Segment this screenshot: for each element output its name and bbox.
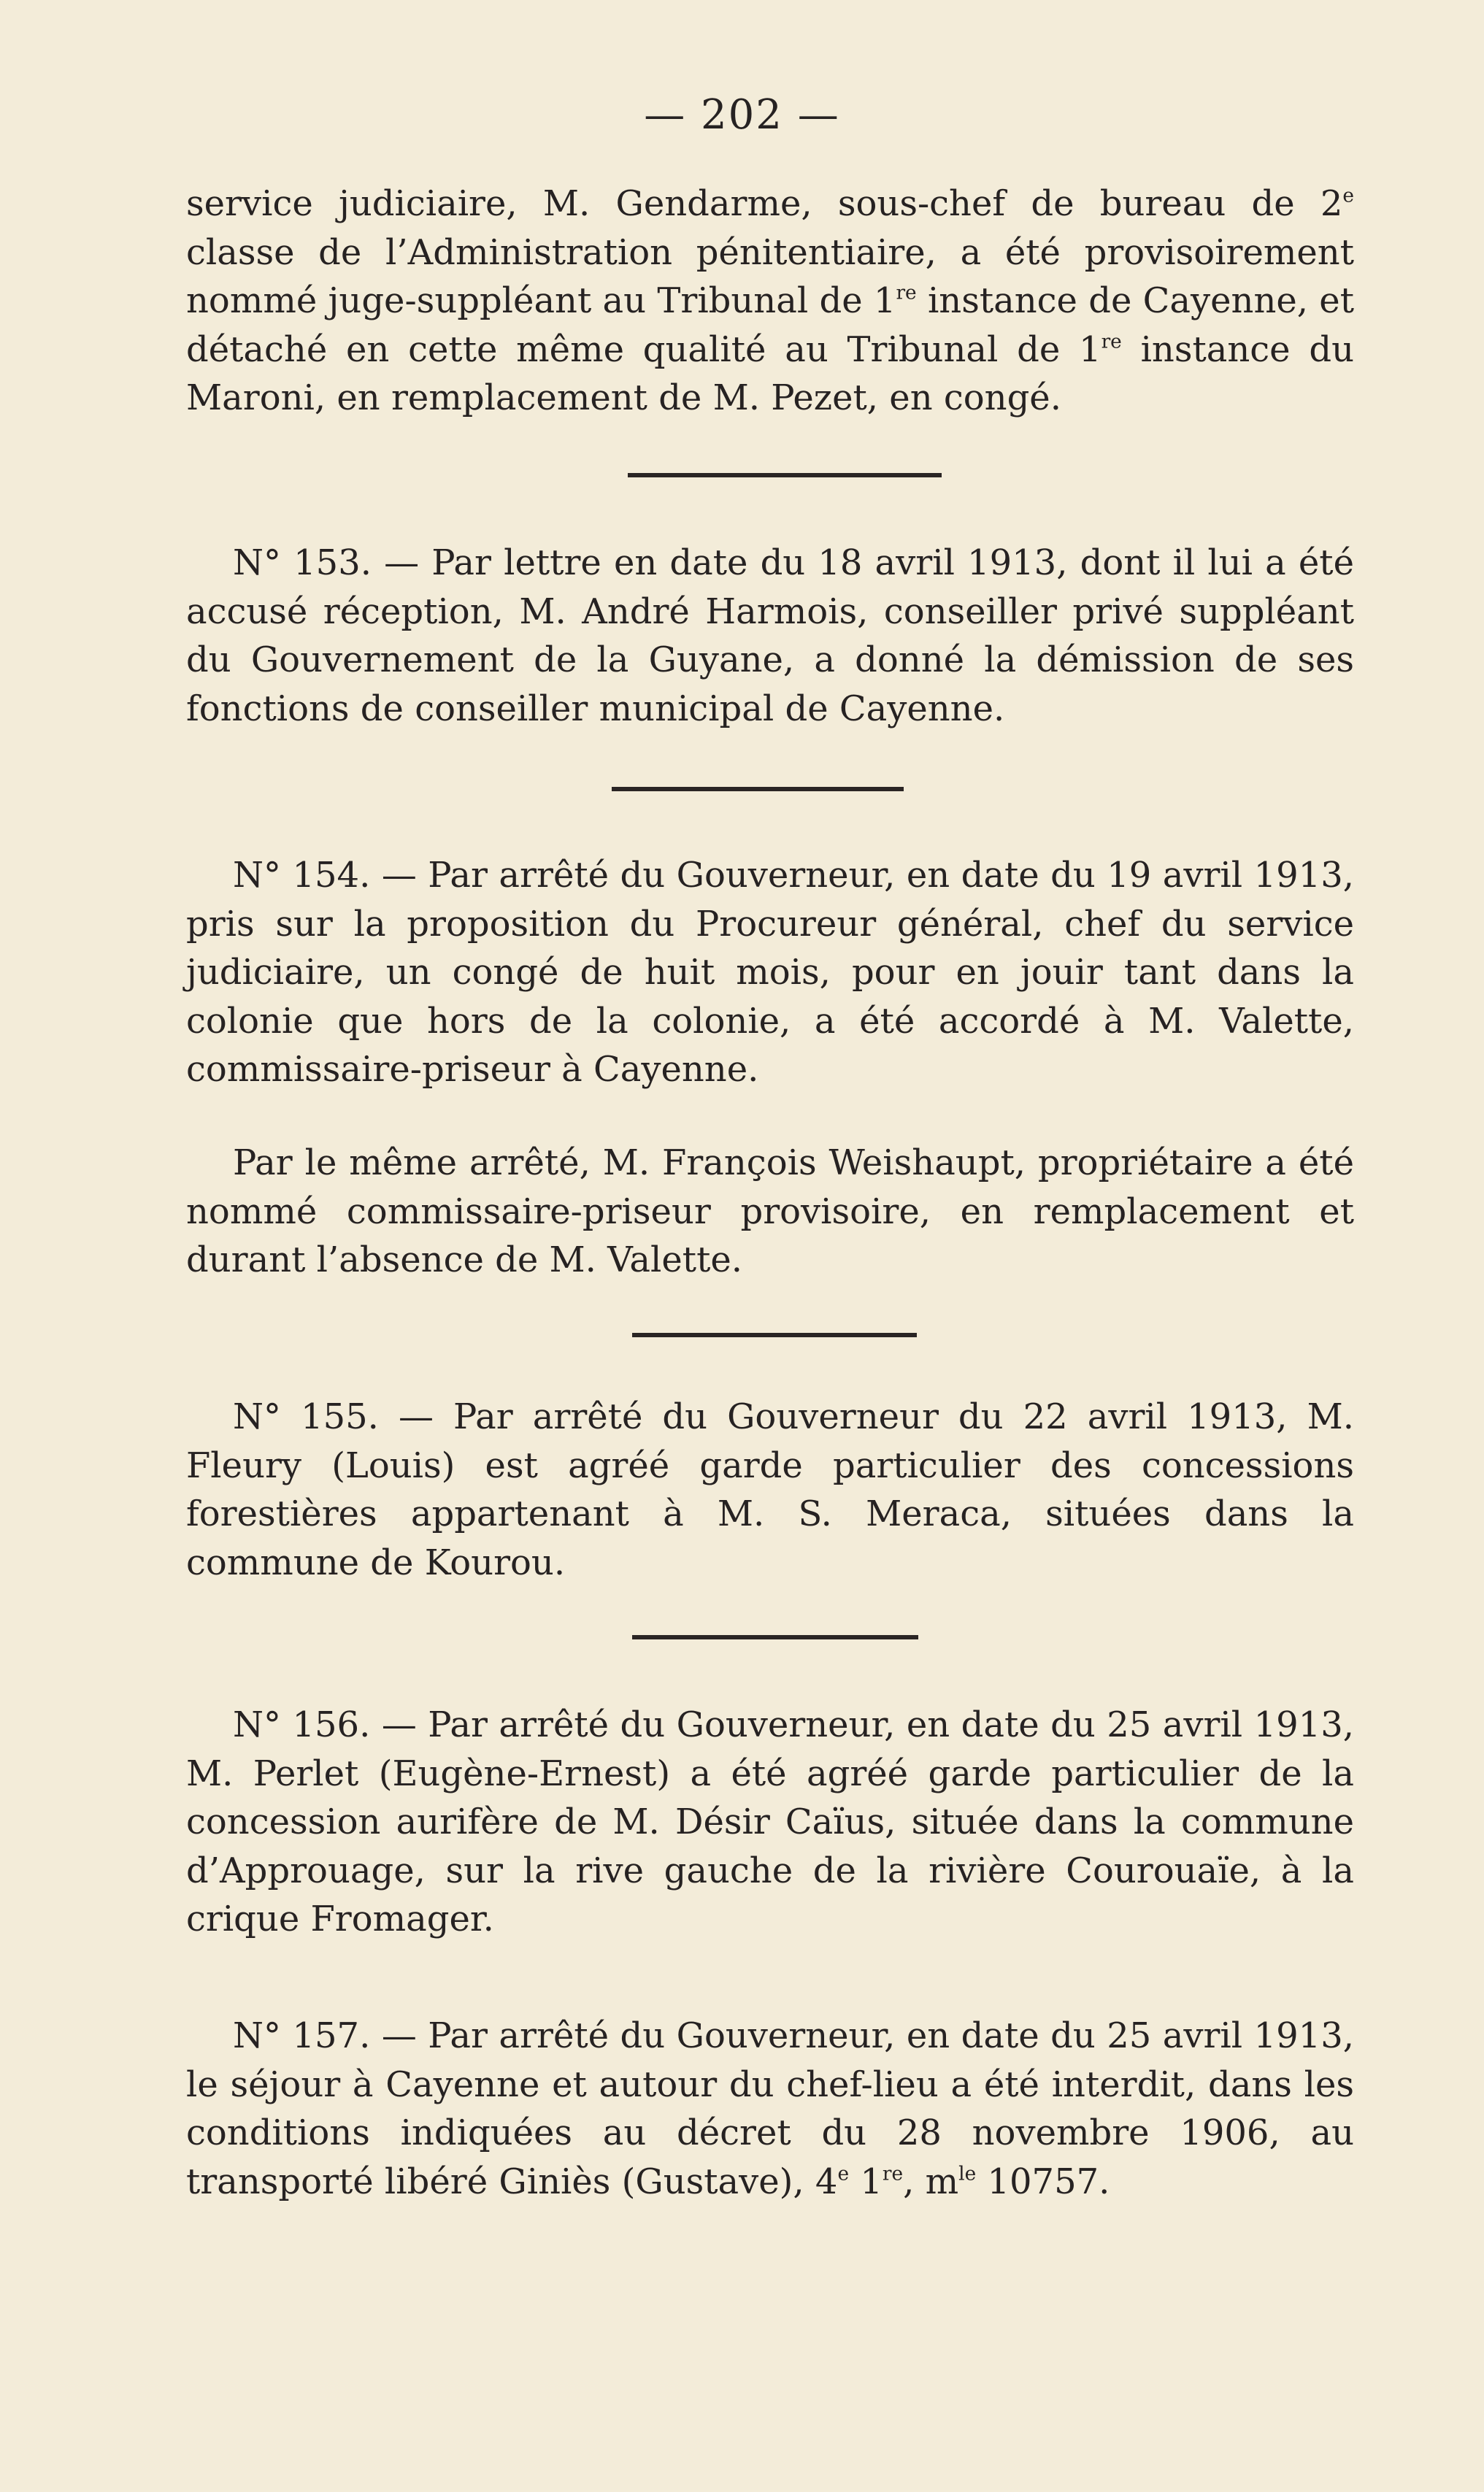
entry-155 (186, 1393, 1354, 1587)
entry-number: N° 153. (233, 542, 372, 583)
entry-text: — Par arrêté du Gouverneur du 22 avril 1913, M. Fleury (Louis) est agréé garde particulier des concessions forestières appartenant à M. S. Meraca, situées dans la commune de Kourou. (186, 1396, 1354, 1583)
page-number: — 202 — (644, 91, 840, 139)
entry-153 (186, 539, 1354, 733)
entry-text: — Par lettre en date du 18 avril 1913, dont il lui a été accusé réception, M. André Harmois, conseiller privé suppléant du Gouvernement de la Guyane, a donné la démission de ses fonctions de conseiller municipal de Cayenne. (186, 542, 1355, 729)
entry-154 (186, 851, 1354, 1094)
entry-number: N° 154. (233, 855, 371, 896)
continuation-paragraph: service judiciaire, M. Gendarme, sous-chef de bureau de 2e classe de l’Administration pénitentiaire, a été provisoirement nommé juge-suppléant au Tribunal de 1re instance de Cayenne, et détaché en cette même qualité au Tribunal de 1re instance du Maroni, en remplacement de M. Pezet, en congé. (186, 183, 1354, 418)
entry-number: N° 156. (233, 1704, 371, 1745)
separator-rule (632, 1333, 917, 1337)
entry-number: N° 155. (233, 1396, 379, 1437)
entry-157: N° 157. — Par arrêté du Gouverneur, en date du 25 avril 1913, le séjour à Cayenne et autour du chef-lieu a été interdit, dans les conditions indiquées au décret du 28 novembre 1906, au transporté libéré Giniès (Gustave), 4e 1re, $m^{le}$ 10757. (186, 2015, 1354, 2202)
separator-rule (612, 787, 904, 791)
entry-text: — Par arrêté du Gouverneur, en date du 25 avril 1913, M. Perlet (Eugène-Ernest) a été agréé garde particulier de la concession aurifère de M. Désir Caïus, située dans la commune d’Approuage, sur la rive gauche de la rivière Courouaïe, à la crique Fromager. (186, 1704, 1354, 1939)
continuation-paragraph: Par le même arrêté, M. François Weishaupt, propriétaire a été nommé commissaire-priseur provisoire, en remplacement et durant l’absence de M. Valette. (186, 1142, 1354, 1280)
entry-156 (186, 1701, 1354, 1944)
entry-number: N° 157. (233, 2015, 371, 2056)
entry-text: — Par arrêté du Gouverneur, en date du 19 avril 1913, pris sur la proposition du Procureur général, chef du service judiciaire, un congé de huit mois, pour en jouir tant dans la colonie que hors de la colonie, a été accordé à M. Valette, commissaire-priseur à Cayenne. (186, 855, 1354, 1090)
separator-rule (632, 1635, 918, 1639)
separator-rule (628, 473, 942, 477)
